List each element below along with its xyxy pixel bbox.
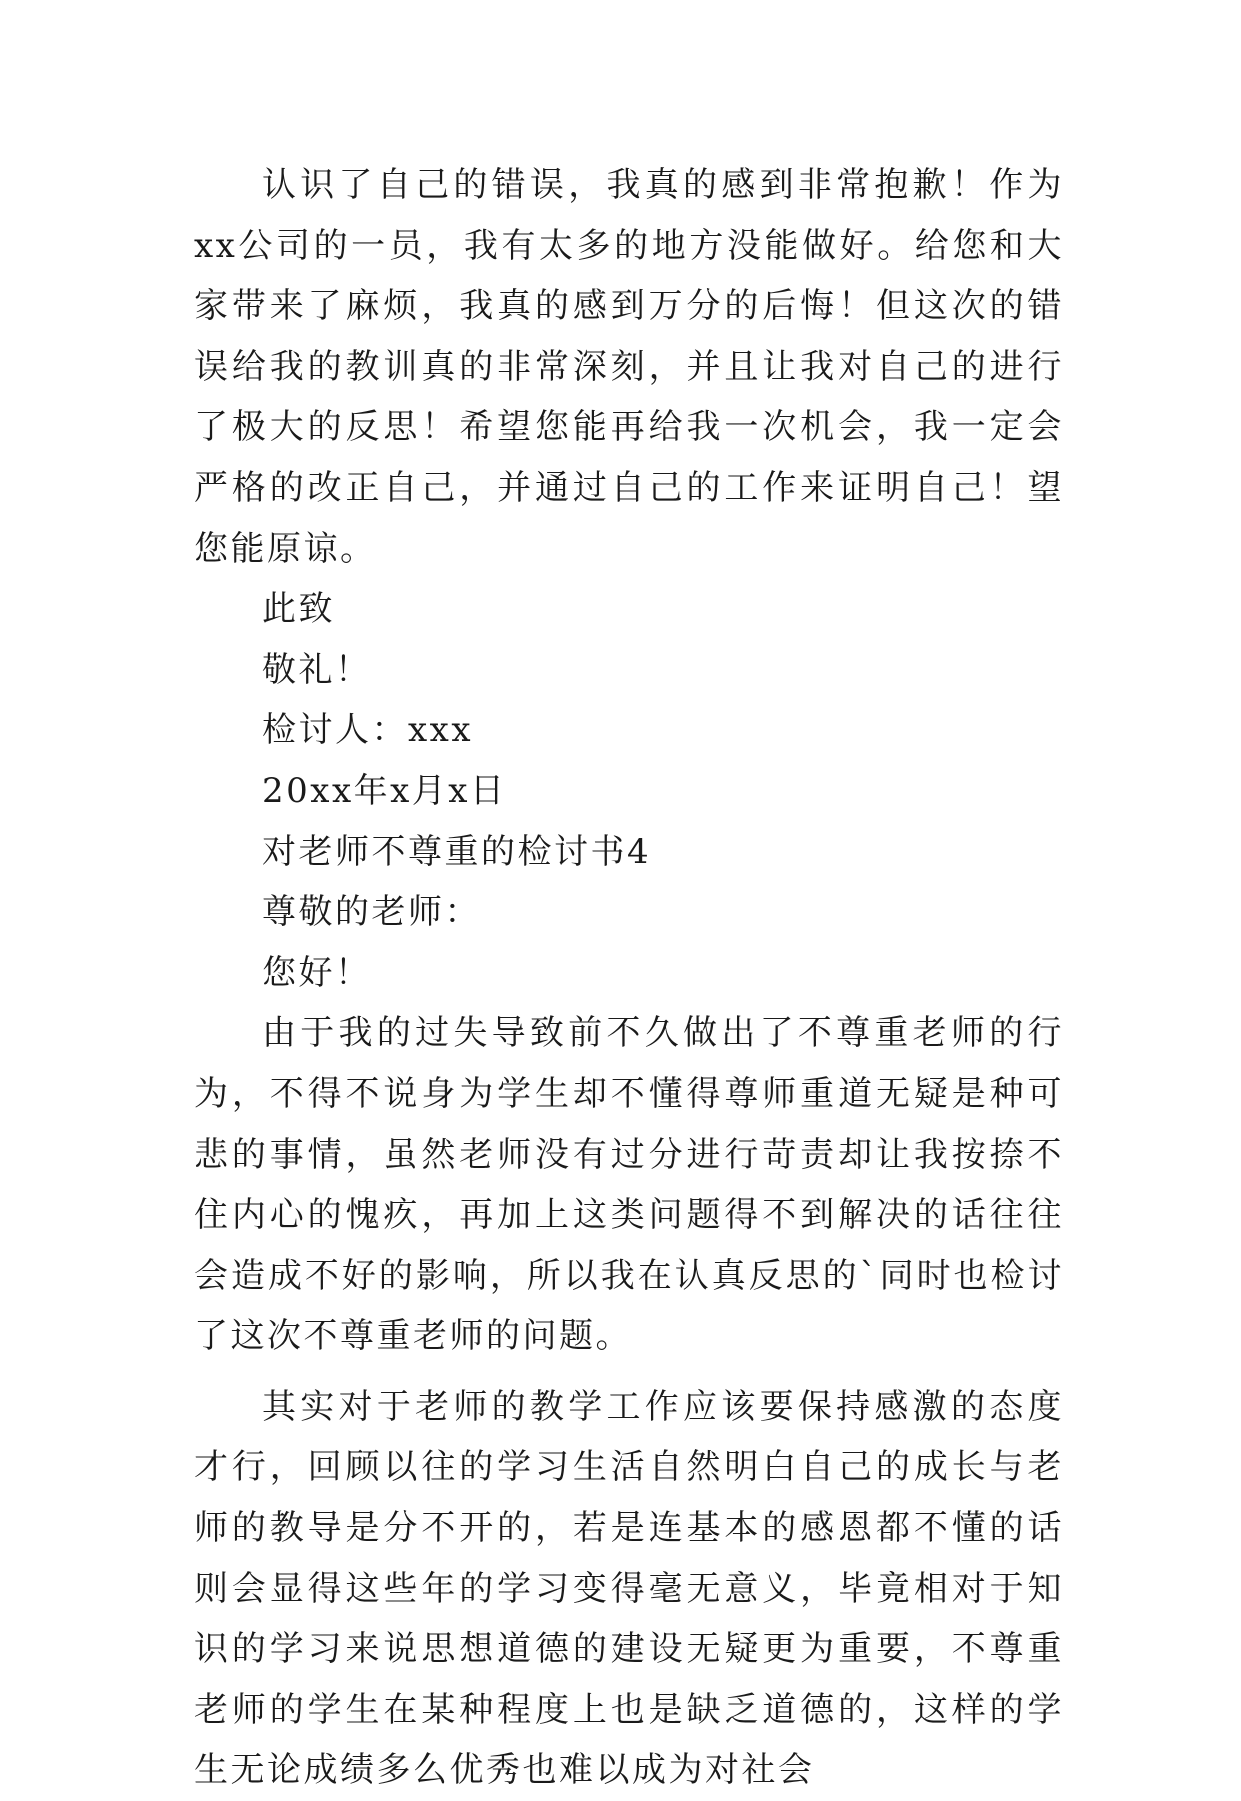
date-line: 20xx年x月x日 xyxy=(262,770,507,811)
signer-line: 检讨人：xxx xyxy=(262,710,474,751)
reflection-paragraph: 由于我的过失导致前不久做出了不尊重老师的行为，不得不说身为学生却不懂得尊师重道无疑是种可悲的事情，虽然老师没有过分进行苛责却让我按捺不住内心的愧疚，再加上这类问题得不到解决的话往往会造成不好的影响，所以我在认真反思的`同时也检讨了这次不尊重老师的问题。 xyxy=(194,1013,1064,1357)
greeting-line: 您好！ xyxy=(262,952,372,993)
closing-line-2: 敬礼！ xyxy=(262,649,372,690)
closing-line-1: 此致 xyxy=(262,589,335,630)
section-title: 对老师不尊重的检讨书4 xyxy=(262,831,652,872)
apology-paragraph: 认识了自己的错误，我真的感到非常抱歉！作为xx公司的一员，我有太多的地方没能做好。给您和大家带来了麻烦，我真的感到万分的后悔！但这次的错误给我的教训真的非常深刻，并且让我对自己的进行了极大的反思！希望您能再给我一次机会，我一定会严格的改正自己，并通过自己的工作来证明自己！望您能原谅。 xyxy=(194,165,1064,569)
document-body xyxy=(194,155,1064,1801)
paragraph-gap xyxy=(194,1367,1064,1377)
salutation-line: 尊敬的老师： xyxy=(262,892,481,933)
gratitude-paragraph: 其实对于老师的教学工作应该要保持感激的态度才行，回顾以往的学习生活自然明白自己的成长与老师的教导是分不开的，若是连基本的感恩都不懂的话则会显得这些年的学习变得毫无意义，毕竟相对于知识的学习来说思想道德的建设无疑更为重要，不尊重老师的学生在某种程度上也是缺乏道德的，这样的学生无论成绩多么优秀也难以成为对社会 xyxy=(194,1386,1064,1791)
